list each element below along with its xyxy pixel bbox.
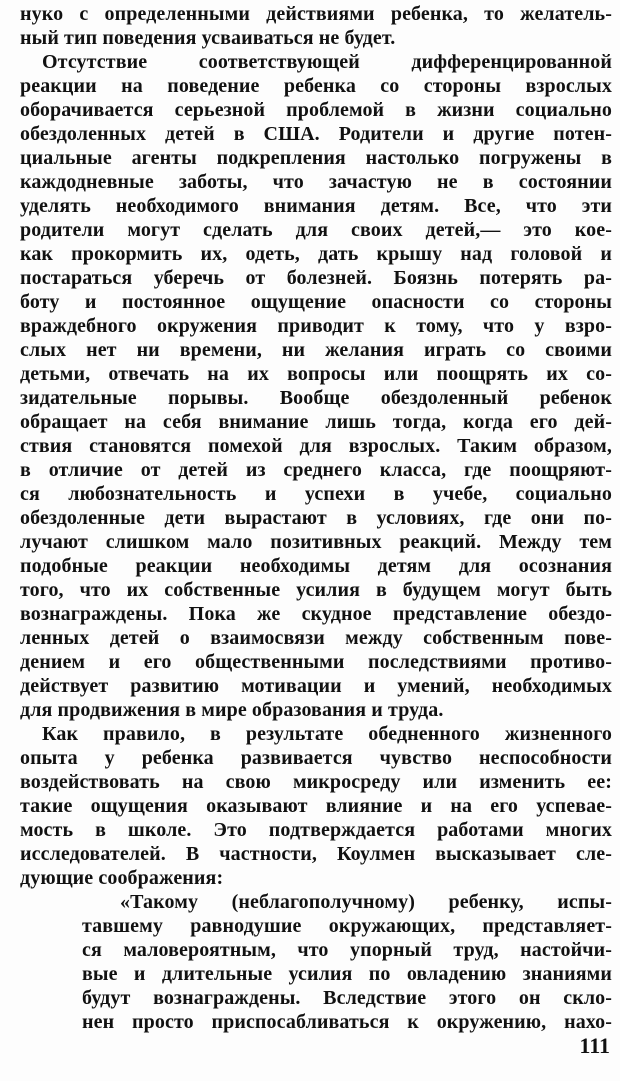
text-line: как прокормить их, одеть, дать крышу над головой и [20, 243, 612, 265]
text-line: Отсутствие соответствующей дифференцированной [42, 51, 612, 73]
text-line: «Такому (неблагополучному) ребенку, испы- [120, 891, 612, 913]
text-line: ся маловероятным, что упорный труд, настойчи- [82, 939, 612, 961]
text-line: ленных детей о взаимосвязи между собственным пове- [20, 627, 612, 649]
text-line: тавшему равнодушие окружающих, представляет- [82, 915, 612, 937]
text-line: исследователей. В частности, Коулмен высказывает сле- [20, 843, 612, 865]
text-line: мость в школе. Это подтверждается работами многих [20, 819, 612, 841]
text-line: боту и постоянное ощущение опасности со стороны [20, 291, 612, 313]
text-line: обращает на себя внимание лишь тогда, когда его дей- [20, 411, 612, 433]
text-line: будут вознаграждены. Вследствие этого он скло- [82, 987, 612, 1009]
text-line: вознаграждены. Пока же скудное представление обездо- [20, 603, 612, 625]
text-line: постараться уберечь от болезней. Боязнь потерять ра- [20, 267, 612, 289]
text-line: нен просто приспосабливаться к окружению, нахо- [82, 1011, 612, 1033]
text-line: лучают слишком мало позитивных реакций. Между тем [20, 531, 612, 553]
text-line: опыта у ребенка развивается чувство неспособности [20, 747, 612, 769]
text-line: детьми, отвечать на их вопросы или поощрять их со- [20, 363, 612, 385]
text-line: Как правило, в результате обедненного жизненного [42, 723, 612, 745]
text-line: враждебного окружения приводит к тому, что у взро- [20, 315, 612, 337]
text-line: вые и длительные усилия по овладению знаниями [82, 963, 612, 985]
text-line: оборачивается серьезной проблемой в жизни социально [20, 99, 612, 121]
text-line: ный тип поведения усваиваться не будет. [20, 27, 396, 49]
text-line: обездоленные дети вырастают в условиях, где они по- [20, 507, 612, 529]
text-line: действует развитию мотивации и умений, необходимых [20, 675, 612, 697]
text-line: каждодневные заботы, что зачастую не в состоянии [20, 171, 612, 193]
text-line: дующие соображения: [20, 867, 224, 889]
text-line: нуко с определенными действиями ребенка, то желатель- [20, 3, 612, 25]
text-line: того, что их собственные усилия в будущем могут быть [20, 579, 612, 601]
text-line: уделять необходимого внимания детям. Все, что эти [20, 195, 612, 217]
text-line: воздействовать на свою микросреду или изменить ее: [20, 771, 612, 793]
text-line: реакции на поведение ребенка со стороны взрослых [20, 75, 612, 97]
text-line: зидательные порывы. Вообще обездоленный ребенок [20, 387, 612, 409]
text-line: ствия становятся помехой для взрослых. Таким образом, [20, 435, 612, 457]
text-line: для продвижения в мире образования и труда. [20, 699, 444, 721]
text-line: слых нет ни времени, ни желания играть со своими [20, 339, 612, 361]
text-line: ся любознательность и успехи в учебе, социально [20, 483, 612, 505]
text-line: родители могут сделать для своих детей,— это кое- [20, 219, 612, 241]
text-line: такие ощущения оказывают влияние и на его успевае- [20, 795, 612, 817]
text-line: циальные агенты подкрепления настолько погружены в [20, 147, 612, 169]
text-line: дением и его общественными последствиями противо- [20, 651, 612, 673]
text-line: обездоленных детей в США. Родители и другие потен- [20, 123, 612, 145]
page-number: 111 [579, 1033, 610, 1058]
text-line: подобные реакции необходимы детям для осознания [20, 555, 612, 577]
text-line: в отличие от детей из среднего класса, где поощряют- [20, 459, 612, 481]
